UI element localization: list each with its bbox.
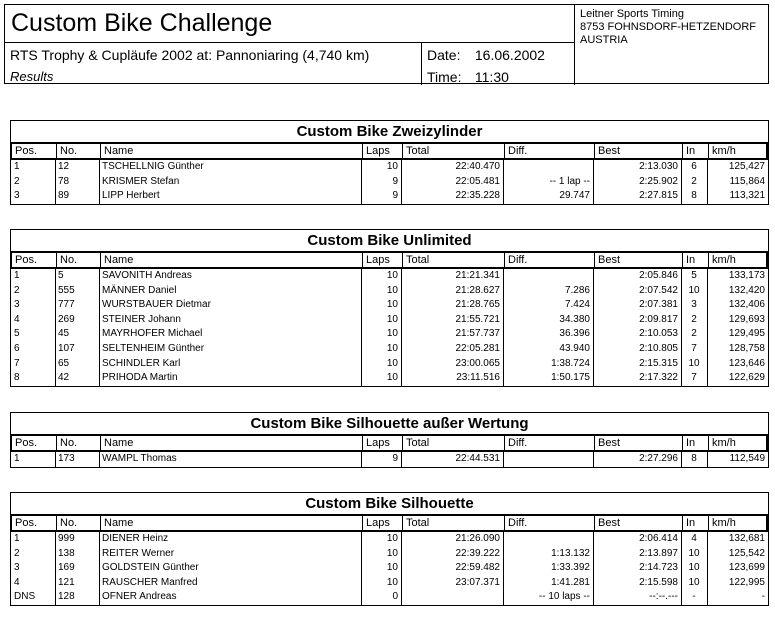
cell-pos: 1 (14, 161, 20, 172)
cell-diff (503, 532, 593, 547)
column-header-diff: Diff. (504, 516, 594, 530)
cell-in: 8 (691, 453, 697, 464)
cell-in: 10 (688, 357, 700, 369)
cell-name: REITER Werner (102, 547, 175, 559)
cell-pos: 5 (14, 328, 20, 340)
cell-laps: 9 (392, 175, 398, 187)
column-header-diff: Diff. (504, 436, 594, 450)
cell-pos: 2 (14, 547, 20, 559)
cell-number: 45 (58, 328, 70, 340)
table-header (11, 251, 768, 269)
section-title: Custom Bike Silhouette (305, 495, 474, 512)
cell-name: KRISMER Stefan (102, 175, 180, 187)
organizer-block (575, 5, 768, 85)
column-header-best: Best (594, 253, 682, 267)
cell-total: 23:00.065 (455, 357, 500, 369)
cell-laps: 10 (386, 342, 398, 354)
column-header-number: No. (56, 436, 100, 450)
cell-diff (503, 269, 593, 284)
cell-best: 2:27.815 (639, 190, 678, 202)
cell-best: 2:13.897 (639, 547, 678, 559)
cell-total: 22:40.470 (455, 161, 500, 172)
table-header (11, 142, 768, 160)
column-header-total: Total (402, 516, 504, 530)
cell-laps: 10 (386, 284, 398, 296)
column-header-in: In (682, 144, 708, 158)
cell-best: 2:10.805 (639, 342, 678, 354)
cell-total: 22:05.481 (455, 175, 500, 187)
cell-kmh: 132,406 (728, 299, 765, 311)
cell-pos: 1 (14, 533, 20, 544)
cell-laps: 10 (386, 357, 398, 369)
cell-kmh: 123,699 (728, 562, 765, 574)
cell-in: 6 (691, 161, 697, 172)
cell-diff: 7.424 (564, 299, 590, 311)
cell-in: 2 (691, 175, 697, 187)
cell-diff (503, 452, 593, 467)
cell-kmh: 132,681 (728, 533, 765, 544)
cell-kmh: 128,758 (728, 342, 765, 354)
cell-laps: 10 (386, 372, 398, 384)
cell-kmh: 125,542 (728, 547, 765, 559)
table-row (11, 175, 768, 190)
cell-in: 8 (691, 190, 697, 202)
results-section (10, 229, 769, 387)
cell-laps: 10 (386, 328, 398, 340)
section-title: Custom Bike Unlimited (307, 232, 472, 249)
section-title: Custom Bike Zweizylinder (296, 123, 483, 140)
cell-diff: 29.747 (559, 190, 590, 202)
column-header-diff: Diff. (504, 253, 594, 267)
column-header-kmh: km/h (708, 144, 769, 158)
organizer-name: Leitner Sports Timing (580, 8, 684, 20)
results-section (10, 412, 769, 468)
cell-pos: 8 (14, 372, 20, 384)
table-row (11, 160, 768, 175)
cell-laps: 10 (386, 299, 398, 311)
cell-kmh: 112,549 (729, 453, 765, 464)
column-header-kmh: km/h (708, 516, 769, 530)
cell-in: - (692, 591, 696, 603)
cell-number: 121 (58, 576, 75, 588)
table-row (11, 327, 768, 342)
cell-laps: 10 (386, 270, 398, 281)
cell-in: 10 (688, 547, 700, 559)
organizer-country: AUSTRIA (580, 34, 628, 46)
column-header-in: In (682, 516, 708, 530)
cell-pos: 1 (14, 453, 20, 464)
cell-laps: 10 (386, 562, 398, 574)
cell-best: 2:15.315 (639, 357, 678, 369)
cell-kmh: 122,629 (728, 372, 765, 384)
column-header-best: Best (594, 144, 682, 158)
cell-laps: 9 (392, 190, 398, 202)
cell-pos: 4 (14, 576, 20, 588)
cell-pos: 3 (14, 562, 20, 574)
cell-diff: 36.396 (559, 328, 590, 340)
cell-number: 65 (58, 357, 70, 369)
column-header-pos: Pos. (15, 145, 38, 157)
time-value: 11:30 (474, 69, 509, 85)
cell-kmh: 133,173 (728, 270, 765, 281)
cell-best: 2:13.030 (639, 161, 678, 172)
cell-total: 21:57.737 (455, 328, 500, 340)
cell-number: 12 (58, 161, 70, 172)
cell-name: WAMPL Thomas (102, 453, 177, 464)
column-header-name: Name (100, 516, 362, 530)
table-row (11, 590, 768, 605)
column-header-total: Total (402, 144, 504, 158)
cell-pos: 2 (14, 284, 20, 296)
column-header-name: Name (100, 253, 362, 267)
table-row (11, 342, 768, 357)
cell-diff: 1:41.281 (551, 576, 590, 588)
column-header-laps: Laps (362, 516, 402, 530)
cell-kmh: 115,864 (729, 175, 765, 187)
cell-in: 4 (691, 533, 697, 544)
cell-in: 2 (691, 313, 697, 325)
cell-laps: 10 (386, 313, 398, 325)
cell-diff: 1:38.724 (551, 357, 590, 369)
cell-in: 5 (691, 270, 697, 281)
table-row (11, 532, 768, 547)
cell-best: 2:09.817 (639, 313, 678, 325)
column-header-in: In (682, 253, 708, 267)
cell-number: 89 (58, 190, 70, 202)
column-header-pos: Pos. (15, 517, 38, 529)
cell-name: WURSTBAUER Dietmar (102, 299, 211, 311)
table-header (11, 514, 768, 532)
column-header-laps: Laps (362, 253, 402, 267)
date-label: Date: (427, 47, 461, 63)
cell-laps: 0 (392, 591, 398, 603)
cell-total: 22:44.531 (455, 453, 500, 464)
table-body (11, 160, 768, 204)
column-header-number: No. (56, 253, 100, 267)
cell-name: GOLDSTEIN Günther (102, 562, 199, 574)
cell-diff: 7.286 (564, 284, 590, 296)
table-body (11, 532, 768, 605)
cell-in: 10 (688, 576, 700, 588)
cell-name: DIENER Heinz (102, 533, 169, 544)
cell-total: 22:05.281 (455, 342, 500, 354)
cell-name: PRIHODA Martin (102, 372, 178, 384)
column-header-diff: Diff. (504, 144, 594, 158)
cell-name: STEINER Johann (102, 313, 181, 325)
time-field (422, 67, 575, 85)
cell-best: --:--.--- (649, 591, 678, 603)
cell-number: 777 (58, 299, 75, 311)
cell-in: 10 (688, 284, 700, 296)
cell-total: 21:26.090 (455, 533, 500, 544)
cell-kmh: 132,420 (728, 284, 765, 296)
cell-total: 21:55.721 (455, 313, 500, 325)
column-header-number: No. (56, 516, 100, 530)
cell-pos: 7 (14, 357, 20, 369)
cell-best: 2:25.902 (639, 175, 678, 187)
cell-name: MÄNNER Daniel (102, 284, 177, 296)
table-body (11, 269, 768, 386)
results-section (10, 120, 769, 205)
cell-number: 138 (58, 547, 75, 559)
cell-name: SAVONITH Andreas (102, 270, 192, 281)
cell-laps: 9 (392, 453, 398, 464)
cell-total: 23:07.371 (455, 576, 500, 588)
cell-in: 2 (691, 328, 697, 340)
cell-kmh: 129,693 (728, 313, 765, 325)
cell-name: SELTENHEIM Günther (102, 342, 205, 354)
cell-kmh: 129,495 (728, 328, 765, 340)
cell-total: 21:28.627 (455, 284, 500, 296)
cell-diff: 43.940 (559, 342, 590, 354)
cell-laps: 10 (386, 533, 398, 544)
cell-name: MAYRHOFER Michael (102, 328, 203, 340)
cell-best: 2:06.414 (639, 533, 678, 544)
cell-best: 2:07.542 (639, 284, 678, 296)
cell-pos: 3 (14, 190, 20, 202)
cell-name: SCHINDLER Karl (102, 357, 181, 369)
cell-number: 5 (58, 270, 64, 281)
cell-diff (503, 160, 593, 175)
table-row (11, 371, 768, 386)
column-header-total: Total (402, 436, 504, 450)
cell-name: TSCHELLNIG Günther (102, 161, 204, 172)
report-title: Custom Bike Challenge (5, 5, 575, 43)
report-subtitle: Results (5, 67, 422, 85)
table-row (11, 189, 768, 204)
cell-total: 21:21.341 (455, 270, 500, 281)
cell-total: 22:59.482 (455, 562, 500, 574)
cell-name: RAUSCHER Manfred (102, 576, 198, 588)
cell-laps: 10 (386, 161, 398, 172)
column-header-laps: Laps (362, 436, 402, 450)
cell-pos: 2 (14, 175, 20, 187)
time-label: Time: (427, 69, 462, 85)
cell-laps: 10 (386, 547, 398, 559)
table-row (11, 452, 768, 467)
cell-best: 2:07.381 (639, 299, 678, 311)
cell-diff: 1:33.392 (551, 562, 590, 574)
report-header (4, 4, 769, 84)
cell-kmh: 123,646 (728, 357, 765, 369)
cell-in: 7 (691, 372, 697, 384)
cell-number: 169 (58, 562, 75, 574)
cell-diff: 1:50.175 (551, 372, 590, 384)
cell-diff: -- 10 laps -- (538, 591, 590, 603)
cell-number: 555 (58, 284, 75, 296)
column-header-laps: Laps (362, 144, 402, 158)
column-header-in: In (682, 436, 708, 450)
column-header-pos: Pos. (15, 437, 38, 449)
table-row (11, 357, 768, 372)
cell-name: LIPP Herbert (102, 190, 160, 202)
cell-kmh: 122,995 (728, 576, 765, 588)
cell-total: 22:35.228 (455, 190, 500, 202)
cell-diff: -- 1 lap -- (549, 175, 590, 187)
column-header-pos: Pos. (15, 254, 38, 266)
table-row (11, 269, 768, 284)
column-header-kmh: km/h (708, 253, 769, 267)
cell-in: 10 (688, 562, 700, 574)
column-header-number: No. (56, 144, 100, 158)
cell-number: 42 (58, 372, 70, 384)
cell-best: 2:14.723 (639, 562, 678, 574)
cell-number: 269 (58, 313, 75, 325)
cell-total: 21:28.765 (455, 299, 500, 311)
cell-total: 22:39.222 (455, 547, 500, 559)
cell-number: 999 (58, 533, 75, 544)
column-header-kmh: km/h (708, 436, 769, 450)
event-name: RTS Trophy & Cupläufe 2002 at: Pannoniaring (4,740 km) (5, 43, 422, 67)
cell-pos: 4 (14, 313, 20, 325)
cell-pos: DNS (14, 591, 36, 603)
column-header-best: Best (594, 516, 682, 530)
date-field (422, 43, 575, 67)
cell-kmh: 125,427 (728, 161, 765, 172)
cell-number: 107 (58, 342, 75, 354)
table-header (11, 434, 768, 452)
cell-best: 2:17.322 (639, 372, 678, 384)
table-row (11, 313, 768, 328)
column-header-name: Name (100, 144, 362, 158)
cell-diff: 34.380 (559, 313, 590, 325)
table-row (11, 298, 768, 313)
column-header-name: Name (100, 436, 362, 450)
organizer-address: 8753 FOHNSDORF-HETZENDORF (580, 21, 757, 33)
cell-kmh: - (761, 591, 765, 603)
column-header-total: Total (402, 253, 504, 267)
table-row (11, 561, 768, 576)
table-row (11, 547, 768, 562)
cell-diff: 1:13.132 (551, 547, 590, 559)
table-body (11, 452, 768, 467)
cell-number: 78 (58, 175, 70, 187)
cell-name: OFNER Andreas (102, 591, 177, 603)
table-row (11, 284, 768, 299)
results-section (10, 492, 769, 606)
cell-kmh: 113,321 (729, 190, 765, 202)
cell-pos: 6 (14, 342, 20, 354)
cell-laps: 10 (386, 576, 398, 588)
cell-number: 173 (58, 453, 75, 464)
section-title: Custom Bike Silhouette außer Wertung (250, 415, 529, 432)
cell-best: 2:27.296 (639, 453, 678, 464)
cell-total: 23:11.516 (456, 372, 500, 384)
cell-best: 2:05.846 (639, 270, 678, 281)
cell-best: 2:15.598 (639, 576, 678, 588)
table-row (11, 576, 768, 591)
cell-pos: 3 (14, 299, 20, 311)
column-header-best: Best (594, 436, 682, 450)
cell-in: 7 (691, 342, 697, 354)
date-value: 16.06.2002 (474, 47, 545, 63)
cell-number: 128 (58, 591, 75, 603)
cell-best: 2:10.053 (639, 328, 678, 340)
cell-total (401, 590, 503, 605)
cell-pos: 1 (14, 270, 20, 281)
cell-in: 3 (691, 299, 697, 311)
